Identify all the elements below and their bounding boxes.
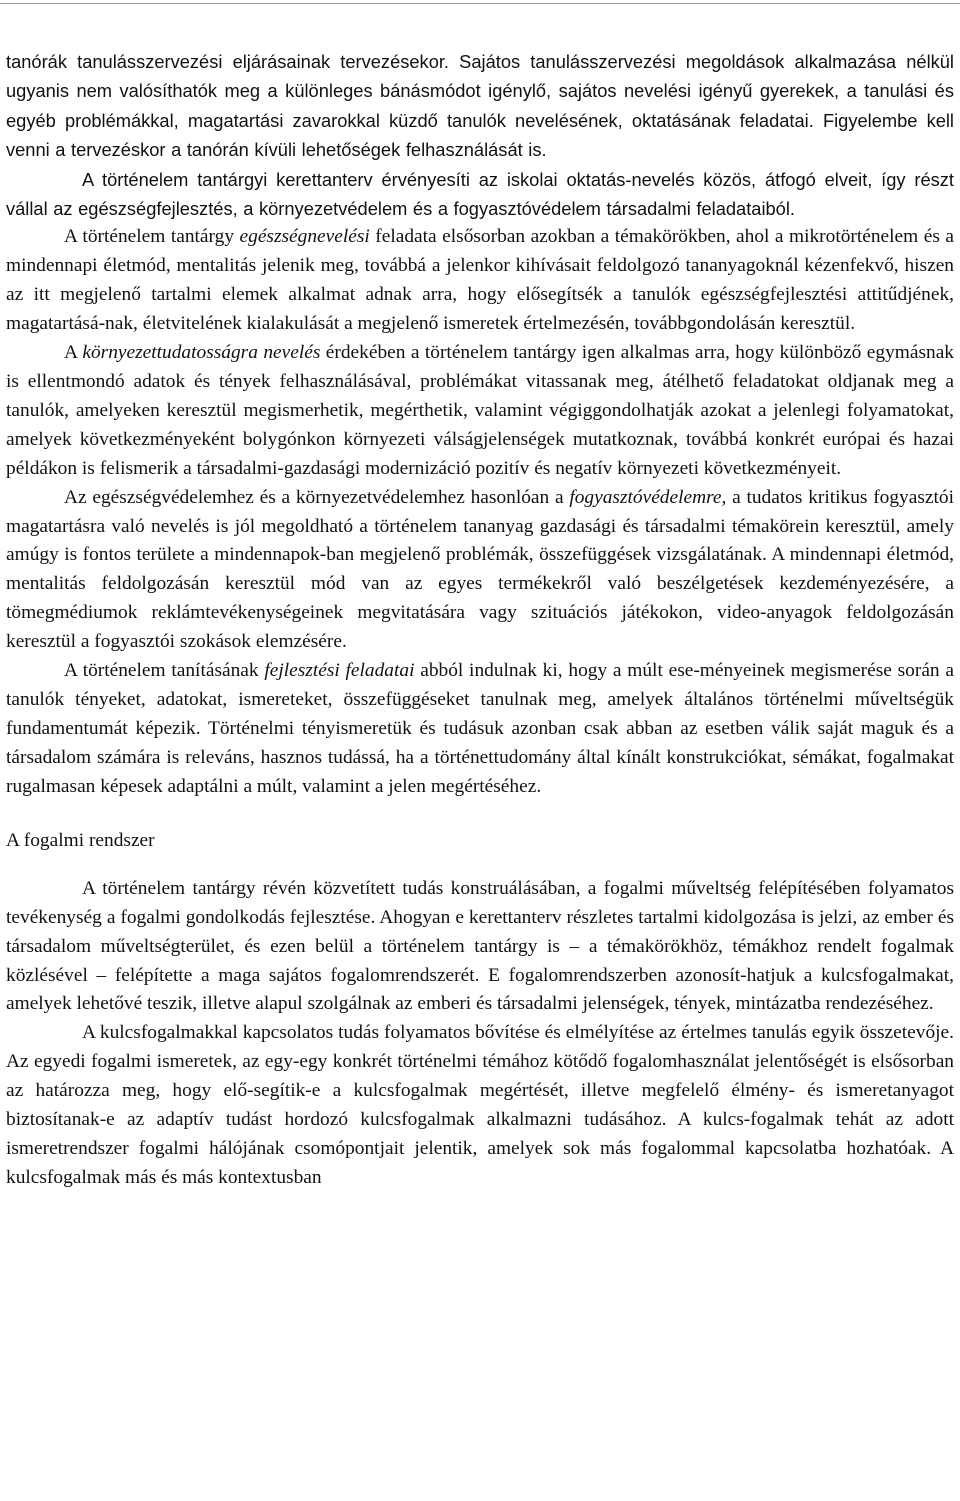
text-run: A történelem tantárgyi kerettanterv érvényesíti az iskolai oktatás-nevelés közös, átfogó elveit, így részt vállal az egészségfejlesztés, a környezetvédelem és a fogyasztóvédelem társadalmi feladataiból. — [6, 168, 954, 220]
paragraph-5 — [6, 484, 954, 657]
paragraph-1 — [6, 47, 954, 165]
text-run: A kulcsfogalmakkal kapcsolatos tudás folyamatos bővítése és elmélyítése az értelmes tanulás egyik összetevője. Az egyedi fogalmi ismeretek, az egy-egy konkrét történelmi témához kötődő fogalomhasználat jelentőségét is elsősorban az határozza meg, hogy elő-segítik-e a kulcsfogalmak megértését, illetve megfelelő élmény- és ismeretanyagot biztosítanak-e az adaptív tudást hordozó kulcsfogalmak alkalmazni tudásához. A kulcs-fogalmak tehát az adott ismeretrendszer fogalmi hálójának csomópontjait jelentik, amelyek sok más fogalommal kapcsolatba hozhatóak. A kulcsfogalmak más és más kontextusban — [6, 1022, 954, 1188]
paragraph-3 — [6, 223, 954, 339]
text-run: feladata elsősorban azokban a témakörökben, ahol a mikrotörténelem és a mindennapi életmód, mentalitás jelenik meg, továbbá a jelenkor kihívásait feldolgozó tananyagoknál kézenfekvő, hiszen az itt megjelenő tartalmi elemek alkalmat adnak arra, hogy elősegítsék a tanulók egészségfejlesztési attitűdjének, magatartásá-nak, életvitelének kialakulását a megjelenő ismeretek értelmezésén, továbbgondolásán keresztül. — [6, 226, 954, 335]
text-run: a tudatos kritikus fogyasztói magatartásra való nevelés is jól megoldható a történelem tananyag gazdasági és társadalmi témakörein keresztül, amely amúgy is fontos területe a mindennapok-ban megjelenő problémák, összefüggések vizsgálatának. A mindennapi életmód, mentalitás feldolgozásán keresztül mód van az egyes termékekről való beszélgetések kezdeményezésére, a tömegmédiumok reklámtevékenységeinek megvitatására vagy szituációs játékokon, video-anyagok feldolgozásán keresztül a fogyasztói szokások elemzésére. — [6, 486, 954, 653]
text-block-1 — [6, 47, 954, 1193]
section-heading: A fogalmi rendszer — [6, 829, 155, 851]
text-run: tanórák tanulásszervezési eljárásainak tervezésekor. Sajátos tanulásszervezési megoldások alkalmazása nélkül ugyanis nem valósíthatók meg a különleges bánásmódot igénylő, sajátos nevelési igényű gyerekek, a tanulási és egyéb problémákkal, magatartási zavarokkal küzdő tanulók nevelésének, oktatásának feladatai. Figyelembe kell venni a tervezéskor a tanórán kívüli lehetőségek felhasználását is. — [6, 51, 954, 161]
italic-term: környezettudatosságra nevelés — [82, 342, 321, 364]
italic-term: fejlesztési feladatai — [264, 660, 415, 682]
text-run: érdekében a történelem tantárgy igen alkalmas arra, hogy különböző egymásnak is ellentmondó adatok és tények felhasználásával, problémákat vitassanak meg, átélhető feladatokat oldjanak meg a tanulók, amelyeken keresztül megismerhetik, megérthetik, valamint végiggondolhatják azokat a jelenlegi folyamatokat, amelyek következményeként bolygónkon környezeti válságjelenségek mutatkoznak, továbbá konkrét európai és hazai példákon is felismerik a társadalmi-gazdasági modernizáció pozitív és negatív környezeti következményeit. — [6, 342, 954, 479]
text-run: A történelem tanításának — [64, 660, 265, 682]
paragraph-4 — [6, 339, 954, 484]
paragraph-8 — [6, 1019, 954, 1192]
text-run: A történelem tantárgy révén közvetített tudás konstruálásában, a fogalmi műveltség felépítésében folyamatos tevékenység a fogalmi gondolkodás fejlesztése. Ahogyan e kerettanterv részletes tartalmi kidolgozása is jelzi, az ember és társadalom műveltségterület, és ezen belül a történelem tantárgy is – a témakörökhöz, témákhoz rendelt fogalmak közlésével – felépítette a maga sajátos fogalomrendszerét. E fogalomrendszerben azonosít-hatjuk a kulcsfogalmakat, amelyek lehetővé teszik, illetve alapul szolgálnak az emberi és társadalmi jelenségek, tények, mintázatba rendezéséhez. — [6, 877, 954, 1015]
italic-term: egészségnevelési — [239, 226, 370, 248]
paragraph-6 — [6, 657, 954, 802]
header-rule — [0, 3, 960, 4]
text-run: A — [64, 342, 83, 364]
text-run: abból indulnak ki, hogy a múlt ese-ményeinek megismerése során a tanulók tényeket, adatokat, ismereteket, összefüggéseket tanulnak meg, amelyek általános történelmi műveltségük fundamentumát képezik. Történelmi tényismeretük és tudásuk azonban csak abban az esetben válik saját maguk és a társadalom számára is releváns, hasznos tudássá, ha a történettudomány által kínált konstrukciókat, sémákat, fogalmakat rugalmasan képesek adaptálni a múlt, valamint a jelen megértéséhez. — [6, 660, 954, 797]
italic-term: fogyasztóvédelemre, — [569, 486, 727, 508]
paragraph-2 — [6, 165, 954, 224]
text-run: A történelem tantárgy — [64, 226, 240, 248]
paragraph-7 — [6, 875, 954, 1020]
text-run: Az egészségvédelemhez és a környezetvédelemhez hasonlóan a — [64, 486, 570, 508]
